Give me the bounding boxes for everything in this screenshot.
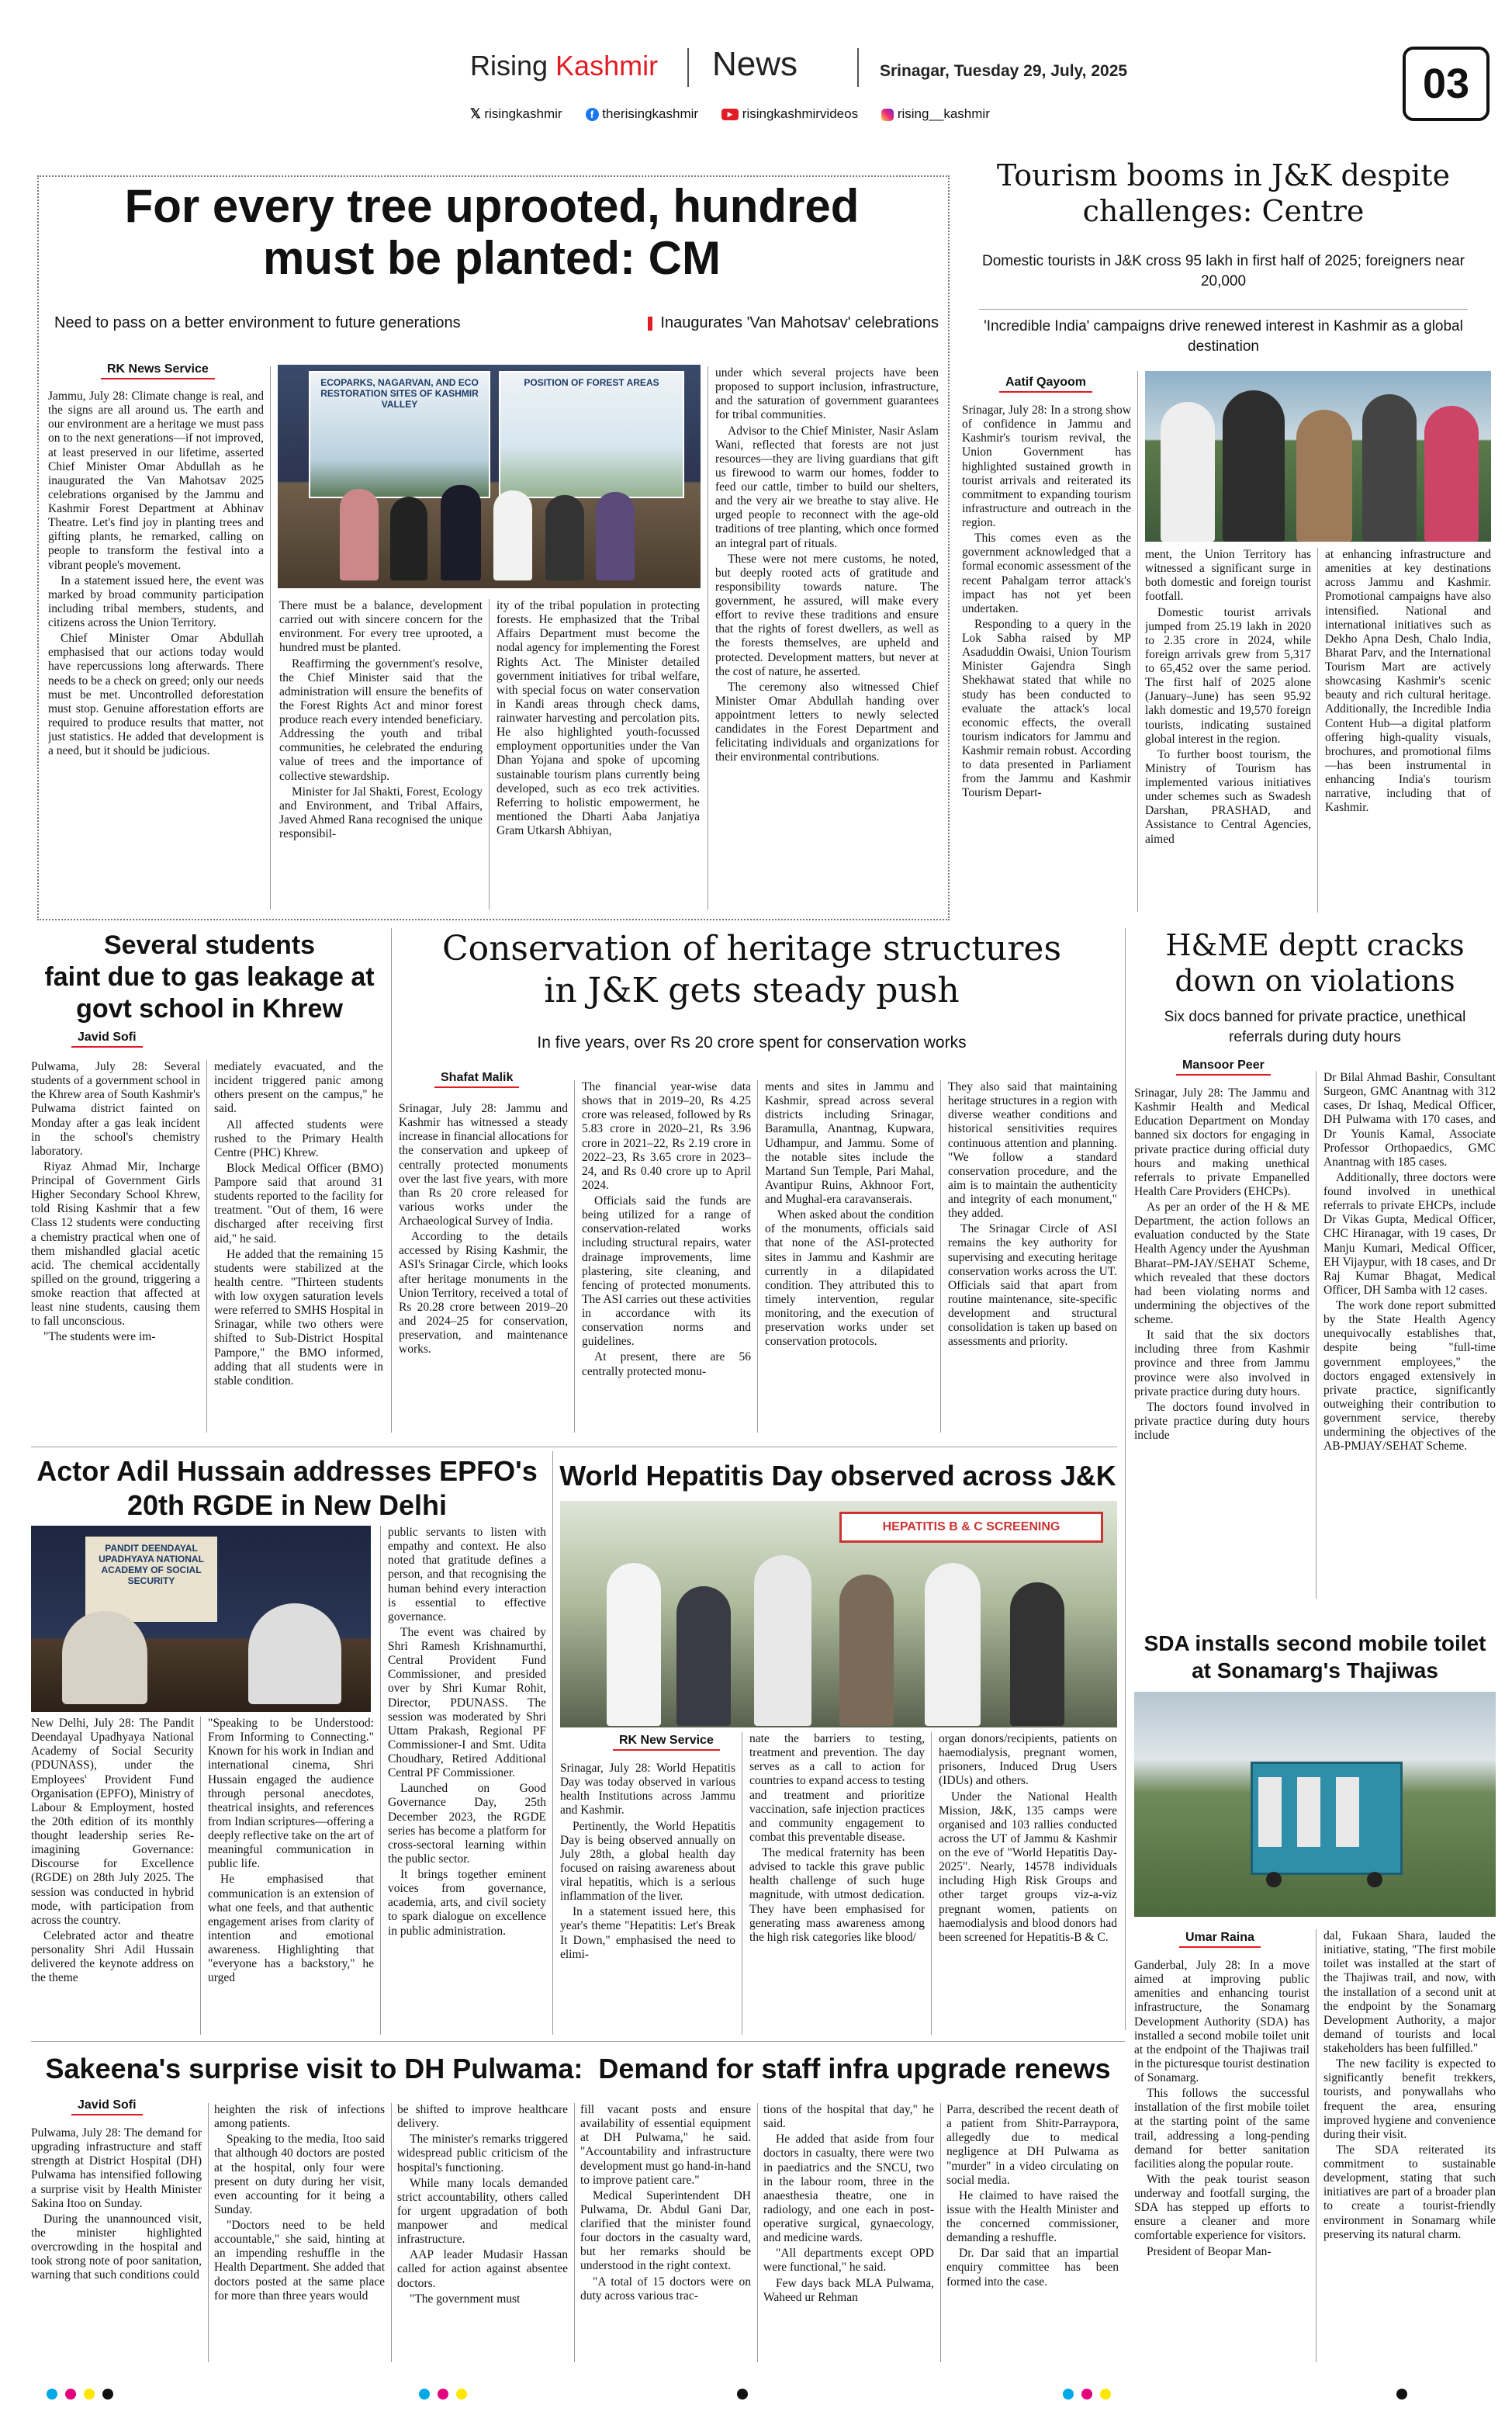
- article-paragraph: "The government must: [410, 2292, 521, 2306]
- article-paragraph: The Srinagar Circle of ASI remains the key authority for supervising and executing heritage conservation works across the UT. Officials said that apart from routine maintenance, site-specific development and structural consolidation is taken up based on assessments and priority.: [948, 1222, 1117, 1349]
- sakeena-col-5: [763, 2103, 934, 2362]
- sda-photo: [1134, 1692, 1496, 1917]
- page-number: 03: [1422, 61, 1470, 107]
- paper-name: [470, 50, 658, 82]
- article-paragraph: This comes even as the government acknowledged that a formal economic assessment of the recent Pahalgam terror attack's impact has not yet been undertaken.: [962, 532, 1131, 615]
- article-paragraph: public servants to listen with empathy and context. He also noted that gratitude defines a person, and that recognising the human behind every interaction is essential to effective governance.: [388, 1526, 546, 1623]
- tourism-deck-2: 'Incredible India' campaigns drive renewed interest in Kashmir as a global destination: [984, 318, 1463, 355]
- sda-col-2: [1323, 1929, 1496, 2362]
- instagram-icon: [881, 109, 894, 121]
- photo-people: [324, 481, 658, 582]
- social-instagram[interactable]: rising__kashmir: [881, 106, 990, 122]
- article-paragraph: "Speaking to be Understood: From Informing to Connecting." Known for his work in Indian and international cinema, Shri Hussain engaged the audience through personal anecdotes, theatrical insights, and references from Indian scriptures—offering a deeply reflective take on the art of meaningful communication in public life.: [208, 1717, 374, 1871]
- section-name: News: [712, 45, 798, 83]
- article-paragraph: Block Medical Officer (BMO) Pampore said that around 31 students reported to the facility for treatment. "Out of them, 16 were discharged after receiving first aid," he said.: [214, 1161, 383, 1246]
- article-paragraph: The event was chaired by Shri Ramesh Krishnamurthi, Central Provident Fund Commissioner, and presided over by Shri Kumar Rohit, Director, PDUNASS. The session was moderated by Shri Uttam Prakash, Regional PF Commissioner-I and Smt. Udita Choudhary, Retired Additional Central PF Commissioner.: [388, 1625, 546, 1780]
- facebook-icon: f: [586, 108, 599, 121]
- article-paragraph: "All departments except OPD were functional," he said.: [763, 2247, 934, 2275]
- photo-backdrop-left: ECOPARKS, NAGARVAN, AND ECO RESTORATION SITES OF KASHMIR VALLEY: [309, 371, 490, 498]
- photo-backdrop-right: POSITION OF FOREST AREAS: [499, 371, 684, 498]
- tourism-col-2: [1145, 548, 1311, 913]
- article-paragraph: He added that the remaining 15 students were stabilized at the health centre. "Thirteen students with low oxygen saturation levels were referred to SMHS Hospital in Srinagar, while two others were shifted to Sub-District Hospital Pampore," the BMO informed, adding that all students were in stable condition.: [214, 1247, 383, 1388]
- heritage-col-4: [948, 1080, 1117, 1433]
- article-paragraph: They also said that maintaining heritage structures in a region with diverse weather conditions and historical sensitivities requires continuous attention and planning. "We follow a standard conservation procedure, and the aim is to maintain the authenticity and integrity of each monument," they added.: [948, 1080, 1117, 1221]
- article-paragraph: Minister for Jal Shakti, Forest, Ecology and Environment, and Tribal Affairs, Javed Ahmed Rana recognised the unique responsibil-: [279, 785, 483, 840]
- social-bar: [470, 104, 1386, 124]
- article-paragraph: In a statement issued here, this year's theme "Hepatitis: Let's Break It Down," emphasised the need to elimi-: [560, 1905, 735, 1961]
- article-paragraph: The doctors found involved in private practice during duty hours include: [1134, 1400, 1310, 1442]
- hepatitis-col-2: [749, 1732, 925, 2035]
- article-paragraph: Pulwama, July 28: Several students of a government school in the Khrew area of South Kashmir's Pulwama district fainted on Monday after a gas leak incident in the school's chemistry laboratory.: [31, 1060, 200, 1158]
- sda-col-1: [1134, 1959, 1310, 2362]
- sakeena-col-4: [580, 2103, 751, 2362]
- lead-photo: [278, 365, 701, 588]
- sakeena-headline: Sakeena's surprise visit to DH Pulwama: Demand for staff infra upgrade renews: [45, 2053, 1111, 2084]
- article-paragraph: Reaffirming the government's resolve, the Chief Minister said that the administration will ensure the benefits of the Forest Rights Act and minor forest produce reach every intended beneficiary. Addressing the youth and tribal communities, he celebrated the enduring value of trees and the importance of collective stewardship.: [279, 657, 483, 783]
- gas-col-2: [214, 1060, 383, 1433]
- tourism-byline: Aatif Qayoom: [999, 374, 1092, 393]
- epfo-photo: [31, 1526, 371, 1712]
- article-paragraph: The medical fraternity has been advised to tackle this grave public health challenge of such huge magnitude, with utmost dedication. They have been emphasised for generating mass awareness among the high risk categories like blood/: [749, 1846, 925, 1944]
- article-paragraph: dal, Fukaan Shara, lauded the initiative, stating, "The first mobile toilet was installed at the start of the Thajiwas trail, and now, with the installation of a second unit at the endpoint by the Sonamarg Development Authority, a major demand of tourists and local stakeholders has been fulfilled.": [1323, 1929, 1496, 2055]
- article-paragraph: Ganderbal, July 28: In a move aimed at improving public amenities and enhancing tourist infrastructure, the Sonamarg Development Authority (SDA) has installed a second mobile toilet unit at the endpoint of the Thajiwas trail in the picturesque tourist destination of Sonamarg.: [1134, 1959, 1310, 2084]
- article-paragraph: ments and sites in Jammu and Kashmir, spread across several districts including Srinagar, Baramulla, Anantnag, Kupwara, Udhampur, and Jammu. Some of the notable sites include the Martand Sun Temple, Pari Mahal, Avantipur Ruins, Akhnoor Fort, and Mughal-era caravanserais.: [765, 1080, 934, 1206]
- article-paragraph: To further boost tourism, the Ministry of Tourism has implemented various initiatives under schemes such as Swadesh Darshan, PRASHAD, and Assistance to Central Agencies, aimed: [1145, 747, 1311, 846]
- lead-deck-right: Inaugurates 'Van Mahotsav' celebrations: [648, 314, 939, 332]
- sakeena-col-3: [397, 2103, 568, 2362]
- article-paragraph: Few days back MLA Pulwama, Waheed ur Rehman: [763, 2276, 934, 2304]
- lead-deck-left: Need to pass on a better environment to future generations: [54, 314, 461, 331]
- article-paragraph: Parra, described the recent death of a patient from Shitr-Parraypora, allegedly due to medical negligence at DH Pulwama as "murder" in a video circulating on social media.: [946, 2103, 1119, 2187]
- hepatitis-byline: RK New Service: [613, 1732, 720, 1751]
- sakeena-col-6: [946, 2103, 1119, 2362]
- article-paragraph: In a statement issued here, the event was marked by broad community participation including tribal members, students, and citizens across the Union Territory.: [48, 573, 264, 629]
- article-paragraph: Chief Minister Omar Abdullah emphasised that our actions today would have repercussions long afterwards. There needs to be a check on greed; only our needs must be met. Uncontrolled deforestation must stop. Genuine afforestation efforts are required to produce results that matter, not just statistics. He added that development is a need, but it should be judicious.: [48, 632, 264, 758]
- lead-col-1: [48, 390, 264, 910]
- heritage-col-2: [582, 1080, 751, 1433]
- article-paragraph: The new facility is expected to significantly benefit trekkers, tourists, and ponywallahs who frequent the area, ensuring improved hygiene and convenience during their visit.: [1323, 2057, 1496, 2141]
- article-paragraph: The ceremony also witnessed Chief Minister Omar Abdullah handing over appointment letters to newly selected candidates in the Forest Department and felicitating individuals and organizations for their environmental contributions.: [715, 680, 939, 764]
- heritage-deck: In five years, over Rs 20 crore spent for conservation works: [537, 1034, 967, 1052]
- article-paragraph: organ donors/recipients, patients on haemodialysis, pregnant women, prisoners, Induced Drug Users (IDUs) and others.: [939, 1732, 1117, 1788]
- epfo-headline: Actor Adil Hussain addresses EPFO's 20th RGDE in New Delhi: [36, 1455, 538, 1521]
- lead-col-4: [715, 366, 939, 910]
- article-paragraph: Srinagar, July 28: The Jammu and Kashmir Health and Medical Education Department on Monday banned six doctors for engaging in private practice during official duty hours and making unethical referrals to private Empanelled Health Care Providers (EHCPs).: [1134, 1086, 1310, 1198]
- heritage-byline: Shafat Malik: [434, 1069, 519, 1088]
- sakeena-col-2: [214, 2103, 385, 2362]
- sda-headline: SDA installs second mobile toilet at Sonamarg's Thajiwas: [1144, 1631, 1486, 1682]
- masthead-divider: [687, 48, 689, 87]
- article-paragraph: heighten the risk of infections among patients.: [214, 2103, 385, 2131]
- article-paragraph: "The students were im-: [43, 1330, 156, 1344]
- gas-col-1: [31, 1060, 200, 1433]
- article-paragraph: under which several projects have been proposed to support inclusion, infrastructure, and the saturation of government guarantees for tribal communities.: [715, 366, 939, 422]
- article-paragraph: Speaking to the media, Itoo said that although 40 doctors are posted at the hospital, only four were present on duty during her visit, even accounting for it being a Sunday.: [214, 2133, 385, 2216]
- hme-headline: H&ME deptt cracks down on violations: [1165, 928, 1465, 998]
- article-paragraph: Under the National Health Mission, J&K, 135 camps were organised and 103 rallies conducted across the UT of Jammu & Kashmir on the eve of "World Hepatitis Day-2025". Nearly, 14578 individuals including High Risk Groups and other target groups viz-a-viz pregnant women, patients on haemodialysis and blood donors had been screened for Hepatitis-B & C.: [939, 1790, 1117, 1944]
- article-paragraph: President of Beopar Man-: [1147, 2244, 1272, 2258]
- hme-deck: Six docs banned for private practice, unethical referrals during duty hours: [1164, 1009, 1466, 1045]
- article-paragraph: There must be a balance, development carried out with sincere concern for the environment. For every tree uprooted, a hundred must be planted.: [279, 599, 483, 655]
- tourism-headline: Tourism booms in J&K despite challenges: Centre: [996, 158, 1451, 228]
- article-paragraph: "Doctors need to be held accountable," she said, hinting at an impending reshuffle in the Health Department. She added that doctors posted at the same place for more than three years would: [214, 2219, 385, 2303]
- sda-byline: Umar Raina: [1179, 1929, 1261, 1948]
- tourism-photo: [1145, 371, 1491, 542]
- lead-headline: For every tree uprooted, hundred must be planted: CM: [124, 180, 860, 285]
- youtube-icon: ▶: [721, 109, 739, 120]
- article-paragraph: Launched on Good Governance Day, 25th December 2023, the RGDE series has become a platform for cross-sectoral learning within the public sector.: [388, 1782, 546, 1866]
- page-number-badge: [1403, 47, 1490, 121]
- heritage-headline: Conservation of heritage structures in J&K gets steady push: [441, 929, 1062, 1010]
- hepatitis-headline: World Hepatitis Day observed across J&K: [559, 1460, 1116, 1492]
- article-paragraph: nate the barriers to testing, treatment and prevention. The day serves as a call to action for countries to expand access to testing and treatment and prioritize vaccination, safe injection practices and community engagement to combat this preventable disease.: [749, 1732, 925, 1844]
- lead-decks: [54, 314, 939, 332]
- hepatitis-col-1: [560, 1762, 735, 2035]
- article-paragraph: Officials said the funds are being utilized for a range of conservation-related works including structural repairs, water drainage improvements, lime plastering, site cleaning, and fencing of protected monuments. The ASI carries out these activities in accordance with its conservation norms and guidelines.: [582, 1194, 751, 1349]
- lead-byline: RK News Service: [101, 361, 215, 379]
- article-paragraph: This follows the successful installation of the first mobile toilet at the starting point of the same trail, addressing a long-pending demand for better sanitation facilities along the popular route.: [1134, 2087, 1310, 2171]
- paper-name-rising: Rising: [470, 50, 556, 81]
- social-x[interactable]: 𝕏 risingkashmir: [470, 106, 562, 121]
- gas-byline: Javid Sofi: [71, 1029, 143, 1048]
- article-paragraph: Srinagar, July 28: Jammu and Kashmir has witnessed a steady increase in financial allocations for the conservation and upkeep of centrally protected monuments over the last five years, with more than Rs 20 crore released for various works under the Archaeological Survey of India.: [399, 1102, 568, 1228]
- article-paragraph: ity of the tribal population in protecting forests. He emphasized that the Tribal Affairs Department must become the nodal agency for implementing the Forest Rights Act. The Minister detailed government initiatives for tribal welfare, with special focus on water conservation in Kandi areas through check dams, rainwater harvesting and percolation pits. He also highlighted youth-focussed employment opportunities under the Van Dhan Yojana and spoke of upcoming sustainable tourism plans currently being developed, such as eco trek activities. Referring to holistic empowerment, he mentioned the Dharti Aaba Janjatiya Gram Utkarsh Abhiyan,: [497, 599, 700, 837]
- article-paragraph: The minister's remarks triggered widespread public criticism of the hospital's functioning.: [397, 2133, 568, 2174]
- sakeena-col-1: [31, 2126, 202, 2362]
- hepatitis-banner: HEPATITIS B & C SCREENING: [839, 1512, 1103, 1543]
- epfo-col-1: [31, 1717, 194, 2035]
- article-paragraph: According to the details accessed by Rising Kashmir, the ASI's Srinagar Circle, which looks after heritage monuments in the Union Territory, received a total of Rs 20.28 crore between 2019–20 and 2024–25 for conservation, preservation, and maintenance works.: [399, 1230, 568, 1357]
- article-paragraph: Dr. Dar said that an impartial enquiry committee has been formed into the case.: [946, 2247, 1119, 2289]
- article-paragraph: The financial year-wise data shows that in 2019–20, Rs 4.25 crore was released, followed by Rs 5.83 crore in 2020–21, Rs 3.96 crore in 2021–22, Rs 2.19 crore in 2022–23, Rs 3.65 crore in 2023–24, and Rs 0.40 crore up to April 2024.: [582, 1080, 751, 1192]
- epfo-photo-banner: PANDIT DEENDAYAL UPADHYAYA NATIONAL ACADEMY OF SOCIAL SECURITY: [85, 1537, 217, 1622]
- dateline: Srinagar, Tuesday 29, July, 2025: [880, 62, 1128, 80]
- article-paragraph: It brings together eminent voices from governance, academia, arts, and civil society to spark dialogue on excellence in public administration.: [388, 1868, 546, 1938]
- article-paragraph: While many locals demanded strict accountability, others called for urgent upgradation of both manpower and medical infrastructure.: [397, 2176, 568, 2247]
- article-paragraph: Celebrated actor and theatre personality Shri Adil Hussain delivered the keynote address on the theme: [31, 1928, 194, 1985]
- registration-strip: [0, 2379, 1512, 2410]
- article-paragraph: He claimed to have raised the issue with the Health Minister and the concerned commissioner, demanding a reshuffle.: [946, 2188, 1119, 2245]
- heritage-col-3: [765, 1080, 934, 1433]
- article-paragraph: It said that the six doctors including three from Kashmir province and three from Jammu province were also involved in private practice during duty hours.: [1134, 1329, 1310, 1398]
- article-paragraph: Jammu, July 28: Climate change is real, and the signs are all around us. The earth and our environment are a heritage we must pass on to the next generations—if not improved, at least preserved in our lifetime, asserted Chief Minister Omar Abdullah as he inaugurated the Van Mahotsav 2025 celebrations organised by the Jammu and Kashmir Forest Department at Abhinav Theatre. Let's find joy in planting trees and gifting plants, he remarked, calling on people to transform the festival into a vibrant people's movement.: [48, 390, 264, 572]
- article-paragraph: ment, the Union Territory has witnessed a significant surge in both domestic and foreign tourist footfall.: [1145, 548, 1311, 604]
- lead-col-3: [497, 599, 700, 910]
- article-paragraph: Domestic tourist arrivals jumped from 25.19 lakh in 2020 to 2.35 crore in 2024, while foreign arrivals grew from 5,317 to 65,452 over the same period. The first half of 2025 alone (January–June) has seen 95.92 lakh domestic and 19,570 foreign tourists, indicating sustained global interest in the region.: [1145, 605, 1311, 746]
- paper-name-kashmir: Kashmir: [555, 50, 659, 81]
- tourism-col-3: [1325, 548, 1491, 913]
- epfo-col-3: [388, 1526, 546, 2035]
- hme-col-1: [1134, 1086, 1310, 1599]
- article-paragraph: mediately evacuated, and the incident triggered panic among others present on the campus," he said.: [214, 1060, 383, 1116]
- hepatitis-col-3: [939, 1732, 1117, 2035]
- masthead: [0, 0, 1512, 147]
- article-paragraph: Dr Bilal Ahmad Bashir, Consultant Surgeon, GMC Anantnag with 312 cases, Dr Ishaq, Medical Officer, DH Pulwama with 170 cases, and Dr Younis Kamal, Associate Professor Orthopaedics, GMC Anantnag with 185 cases.: [1323, 1071, 1496, 1169]
- article-paragraph: He emphasised that communication is an extension of what one feels, and that authentic engagement arises from clarity of intention and emotional awareness. Highlighting that "everyone has a backstory," he urged: [208, 1873, 374, 1985]
- x-icon: 𝕏: [470, 106, 485, 121]
- article-paragraph: Advisor to the Chief Minister, Nasir Aslam Wani, reflected that forests are not just resources—they are living guardians that gift us firewood to warm our homes, fodder to feed our cattle, timber to build our shelters, and the very air we breathe to stay alive. He urged people to reconnect with the age-old traditions of tree planting, which once formed an integral part of rituals.: [715, 424, 939, 550]
- social-facebook[interactable]: f therisingkashmir: [586, 106, 699, 122]
- article-paragraph: AAP leader Mudasir Hassan called for action against absentee doctors.: [397, 2248, 568, 2290]
- article-paragraph: "A total of 15 doctors were on duty across various trac-: [580, 2275, 751, 2303]
- article-paragraph: The work done report submitted by the State Health Agency unequivocally establishes that, despite being "full-time government employees," the doctors engaged extensively in private practice, significantly outweighing their contribution to government service, thereby undermining the objectives of the AB-PMJAY/SEHAT Scheme.: [1323, 1299, 1496, 1454]
- article-paragraph: Additionally, three doctors were found involved in unethical referrals to private EHCPs, include Dr Vikas Gupta, Medical Officer, CHC Hiranagar, with 19 cases, Dr Manju Kumari, Medical Officer, EH Vijaypur, with 18 cases, and Dr Raj Kumar Bhagat, Medical Officer, DH Samba with 12 cases.: [1323, 1170, 1496, 1297]
- article-paragraph: These were not mere customs, he noted, but deeply rooted acts of gratitude and responsibility towards nature. The government, he assured, will make every effort to revive these traditions and ensure that the rights of forest dwellers, as well as the forests themselves, are upheld and protected. Development matters, but never at the cost of nature, he asserted.: [715, 552, 939, 678]
- hepatitis-photo: [560, 1501, 1117, 1727]
- article-paragraph: As per an order of the H & ME Department, the action follows an evaluation conducted by the State Health Agency under the Ayushman Bharat–PM-JAY/SEHAT Scheme, which revealed that these doctors had been violating norms and undermining the objectives of the scheme.: [1134, 1201, 1310, 1326]
- article-paragraph: fill vacant posts and ensure availability of essential equipment at DH Pulwama," he said. "Accountability and infrastructure development must go hand-in-hand to improve patient care.": [580, 2103, 751, 2187]
- article-paragraph: Srinagar, July 28: In a strong show of confidence in Jammu and Kashmir's tourism revival, the Union Government has highlighted sustained growth in tourist arrivals and reiterated its commitment to expanding tourism infrastructure and outreach in the region.: [962, 404, 1131, 529]
- masthead-divider: [857, 48, 859, 87]
- hme-byline: Mansoor Peer: [1176, 1057, 1271, 1076]
- article-paragraph: tions of the hospital that day," he said.: [763, 2103, 934, 2131]
- article-paragraph: Pertinently, the World Hepatitis Day is being observed annually on July 28th, a global health day focused on raising awareness about viral hepatitis, which is a serious inflammation of the liver.: [560, 1819, 735, 1904]
- article-paragraph: New Delhi, July 28: The Pandit Deendayal Upadhyaya National Academy of Social Security (PDUNASS), under the Employees' Provident Fund Organisation (EPFO), Ministry of Labour & Employment, hosted the 20th edition of its monthly thought leadership series Re-imagining Governance: Discourse for Excellence (RGDE) on 28th July 2025. The session was conducted in hybrid mode, with participation from across the country.: [31, 1717, 194, 1927]
- article-paragraph: be shifted to improve healthcare delivery.: [397, 2103, 568, 2131]
- article-paragraph: Riyaz Ahmad Mir, Incharge Principal of Government Girls Higher Secondary School Khrew, told Rising Kashmir that a few Class 12 students were conducting a chemistry practical when one of them mishandled glacial acetic acid. The chemical accidentally spilled on the ground, triggering a smoke reaction that affected at least nine students, causing them to fall unconscious.: [31, 1159, 200, 1329]
- article-paragraph: With the peak tourist season underway and footfall surging, the SDA has stepped up efforts to ensure a cleaner and more comfortable experience for visitors.: [1134, 2172, 1310, 2243]
- article-paragraph: Srinagar, July 28: World Hepatitis Day was today observed in various health Institutions across Jammu and Kashmir.: [560, 1762, 735, 1817]
- social-youtube[interactable]: ▶ risingkashmirvideos: [721, 106, 858, 122]
- epfo-col-2: [208, 1717, 374, 2035]
- article-paragraph: Medical Superintendent DH Pulwama, Dr. Abdul Gani Dar, clarified that the minister found four doctors in the casualty ward, but her remarks should be understood in the right context.: [580, 2188, 751, 2273]
- hme-col-2: [1323, 1071, 1496, 1599]
- article-paragraph: He added that aside from four doctors in casualty, there were two in paediatrics and the SNCU, two in the labour room, three in the anaesthesia theatre, one in radiology, and one each in post-operative surgical, gynaecology, and medicine wards.: [763, 2133, 934, 2245]
- gas-headline: Several students faint due to gas leakage at govt school in Khrew: [44, 930, 375, 1024]
- heritage-col-1: [399, 1102, 568, 1433]
- tourism-deck-1: Domestic tourists in J&K cross 95 lakh in first half of 2025; foreigners near 20,000: [982, 253, 1465, 289]
- article-paragraph: Responding to a query in the Lok Sabha raised by MP Asaduddin Owaisi, Union Tourism Minister Gajendra Singh Shekhawat stated that while no study has been conducted to evaluate the attack's local economic effects, the overall tourism indicators for Jammu and Kashmir remain robust. According to data presented in Parliament from the Jammu and Kashmir Tourism Depart-: [962, 617, 1131, 800]
- article-paragraph: When asked about the condition of the monuments, officials said that none of the ASI-protected sites in Jammu and Kashmir are currently in a dilapidated condition. They attributed this to timely intervention, regular monitoring, and the execution of preservation works under set conservation protocols.: [765, 1208, 934, 1349]
- article-paragraph: at enhancing infrastructure and amenities at key destinations across Jammu and Kashmir. Promotional campaigns have also intensified. National and international initiatives such as Dekho Apna Desh, Chalo India, Bharat Parv, and the International Tourism Mart are actively showcasing Kashmir's scenic beauty and rich cultural heritage. Additionally, the Incredible India Content Hub—a digital platform offering high-quality visuals, brochures, and promotional films—has been instrumental in enhancing India's tourism narrative, including that of Kashmir.: [1325, 548, 1491, 815]
- article-paragraph: At present, there are 56 centrally protected monu-: [582, 1350, 751, 1378]
- article-paragraph: All affected students were rushed to the Primary Health Centre (PHC) Khrew.: [214, 1117, 383, 1159]
- tourism-deck-rule: [979, 309, 1468, 310]
- article-paragraph: The SDA reiterated its commitment to sustainable development, stating that such initiatives are part of a broader plan to create a tourist-friendly environment in Sonamarg while preserving its natural charm.: [1323, 2143, 1496, 2241]
- tourism-col-1: [962, 404, 1131, 912]
- article-paragraph: During the unannounced visit, the minister highlighted overcrowding in the hospital and took strong note of poor sanitation, warning that such conditions could: [31, 2212, 202, 2282]
- lead-col-2: [279, 599, 483, 910]
- sakeena-byline: Javid Sofi: [71, 2097, 143, 2115]
- article-paragraph: Pulwama, July 28: The demand for upgrading infrastructure and staff strength at District Hospital (DH) Pulwama has intensified following a surprise visit by Health Minister Sakina Itoo on Sunday.: [31, 2126, 202, 2210]
